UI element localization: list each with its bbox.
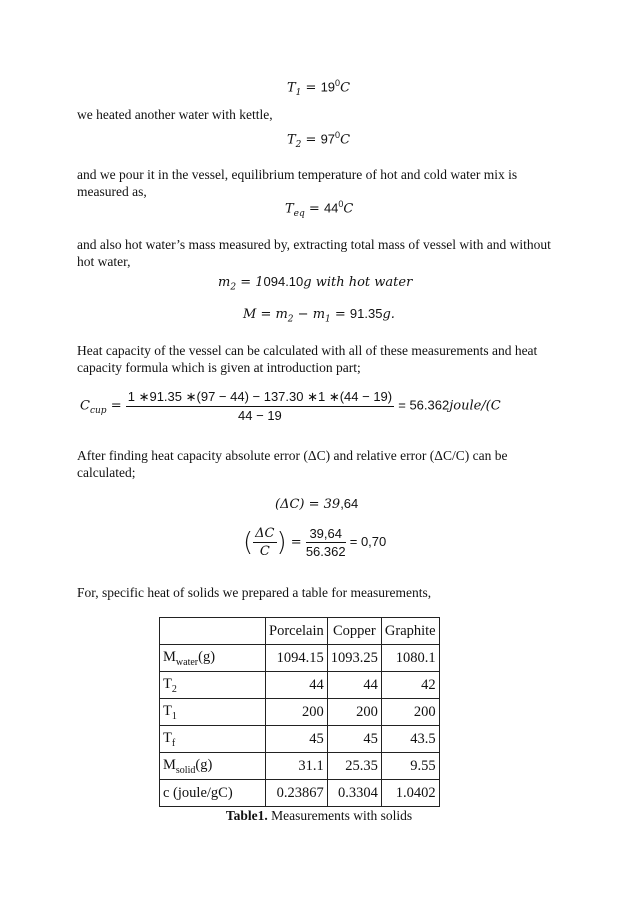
- equation-ccup: $C_{cup}$ = $\frac{1 ∗91.35 ∗(97 - 44) - 137.30 ∗1 ∗(44 - 19)}{44 - 19}$ = 56.362joule/(C: [80, 389, 501, 423]
- eq-var: T: [287, 132, 296, 148]
- paragraph-error: After finding heat capacity absolute error (ΔC) and relative error (ΔC/C) can be calculated;: [77, 448, 508, 480]
- row-label-sub: 1: [171, 710, 177, 722]
- eq-sub: 2: [230, 282, 237, 293]
- rel-num-right: 39,64: [306, 526, 346, 543]
- table-cell: 0.23867: [266, 780, 328, 807]
- table-row: [160, 645, 440, 672]
- rel-den-right: 56.362: [305, 544, 346, 559]
- eq-sub: 1: [325, 314, 331, 325]
- measurements-table: [159, 617, 440, 807]
- eq-sub: eq: [293, 208, 305, 219]
- row-label-suffix: (g): [198, 648, 216, 665]
- eq-var: C: [80, 398, 90, 414]
- table-row: [160, 672, 440, 699]
- table-cell: 1080.1: [381, 645, 439, 672]
- table-header-cell: [160, 618, 266, 645]
- table-cell: 44: [327, 672, 381, 699]
- eq-mid: − m: [293, 307, 326, 322]
- paragraph-heat-capacity: Heat capacity of the vessel can be calculated with all of these measurements and heat capacity formula which is given at introduction part;: [77, 343, 538, 375]
- row-label-text: c (joule/gC): [163, 784, 233, 801]
- eq-sign: =: [330, 307, 350, 322]
- table-cell: 200: [381, 699, 439, 726]
- table-cell: 9.55: [381, 753, 439, 780]
- caption-text: Measurements with solids: [267, 808, 413, 823]
- eq-unit: C: [340, 132, 351, 148]
- eq-value: ,64: [340, 496, 359, 511]
- rel-num-left: ΔC: [255, 526, 275, 541]
- eq-unit: C: [343, 201, 354, 217]
- row-label-suffix: (g): [195, 756, 213, 773]
- row-label: [160, 780, 266, 807]
- caption-label: Table1.: [225, 808, 268, 823]
- eq-sup: 0: [335, 78, 341, 88]
- table-cell: 0.3304: [327, 780, 381, 807]
- row-label-sub: f: [171, 737, 176, 749]
- table-header-cell: Graphite: [381, 618, 439, 645]
- rel-frac-left: [253, 526, 276, 559]
- table-row: [160, 726, 440, 753]
- table-caption: [0, 808, 638, 824]
- eq-text: g with hot water: [303, 275, 413, 290]
- eq-unit: joule/(C: [449, 398, 501, 414]
- table-cell: 44: [266, 672, 328, 699]
- equation-delta-c: [275, 496, 358, 512]
- table-cell: 1.0402: [381, 780, 439, 807]
- ccup-numerator: 1 ∗91.35 ∗(97 − 44) − 137.30 ∗1 ∗(44 − 19): [126, 389, 394, 407]
- table-cell: 200: [327, 699, 381, 726]
- table-row: [160, 699, 440, 726]
- eq-var: M = m: [243, 307, 288, 322]
- row-label-sub: 2: [171, 683, 177, 695]
- equation-m2: [218, 274, 412, 293]
- paragraph-pour: and we pour it in the vessel, equilibrium temperature of hot and cold water mix is measured as,: [77, 167, 518, 199]
- rel-frac-right: [306, 526, 346, 559]
- eq-unit: g.: [382, 307, 395, 322]
- row-label-text: T: [163, 675, 172, 692]
- table-header-cell: Porcelain: [266, 618, 328, 645]
- eq-var: T: [287, 80, 296, 96]
- eq-sup: 0: [335, 130, 341, 140]
- paragraph-solids: For, specific heat of solids we prepared a table for measurements,: [77, 585, 432, 600]
- table-cell: 25.35: [327, 753, 381, 780]
- eq-sup: 0: [338, 199, 344, 209]
- eq-sign: = 1: [240, 275, 264, 290]
- rel-den-left: C: [259, 544, 270, 559]
- ccup-denominator: 44 − 19: [238, 408, 282, 423]
- table-row: [160, 753, 440, 780]
- eq-value: 44: [323, 200, 339, 216]
- equation-relative-error: ( $\frac{\Delta C}{C}$ ) = $\frac{39,64}{56.362}$ = 0,70: [243, 526, 387, 559]
- table-cell: 45: [266, 726, 328, 753]
- eq-value: = 0,70: [349, 534, 387, 549]
- row-label: [160, 726, 266, 753]
- eq-sub: 1: [295, 87, 302, 98]
- eq-value: 094.10: [263, 274, 304, 289]
- eq-var: m: [218, 275, 231, 290]
- equation-teq: $T_{eq} = 44^0C$: [285, 199, 354, 219]
- eq-var: T: [285, 201, 294, 217]
- table-cell: 43.5: [381, 726, 439, 753]
- eq-value: 19: [320, 79, 336, 95]
- eq-value: 91.35: [349, 306, 383, 321]
- row-label-text: T: [163, 702, 172, 719]
- eq-unit: C: [340, 80, 351, 96]
- eq-var: (ΔC) = 39: [275, 497, 341, 512]
- row-label: [160, 753, 266, 780]
- row-label-sub: solid: [175, 764, 196, 776]
- table-cell: 31.1: [266, 753, 328, 780]
- table-cell: 45: [327, 726, 381, 753]
- eq-value: 97: [320, 131, 336, 147]
- equation-t1: $T_1 = 19^0C$: [287, 78, 351, 98]
- eq-value: = 56.362: [398, 397, 450, 413]
- table-header-row: [160, 618, 440, 645]
- row-label-text: M: [163, 648, 176, 665]
- table-row: [160, 780, 440, 807]
- eq-sub: 2: [287, 314, 294, 325]
- table-body: [160, 618, 440, 807]
- table-cell: 42: [381, 672, 439, 699]
- table-cell: 1094.15: [266, 645, 328, 672]
- equation-M: [243, 306, 395, 325]
- eq-sub: cup: [89, 406, 107, 417]
- row-label-text: M: [163, 756, 176, 773]
- table-cell: 1093.25: [327, 645, 381, 672]
- table-header-cell: Copper: [327, 618, 381, 645]
- paragraph-mass: and also hot water’s mass measured by, extracting total mass of vessel with and without hot water,: [77, 237, 551, 269]
- paragraph-heat: we heated another water with kettle,: [77, 107, 273, 122]
- row-label: [160, 699, 266, 726]
- ccup-fraction: [126, 389, 394, 423]
- table-cell: 200: [266, 699, 328, 726]
- row-label-text: T: [163, 729, 172, 746]
- row-label-sub: water: [175, 656, 199, 668]
- row-label: [160, 645, 266, 672]
- row-label: [160, 672, 266, 699]
- equation-t2: $T_2 = 97^0C$: [287, 130, 351, 150]
- eq-sub: 2: [295, 139, 302, 150]
